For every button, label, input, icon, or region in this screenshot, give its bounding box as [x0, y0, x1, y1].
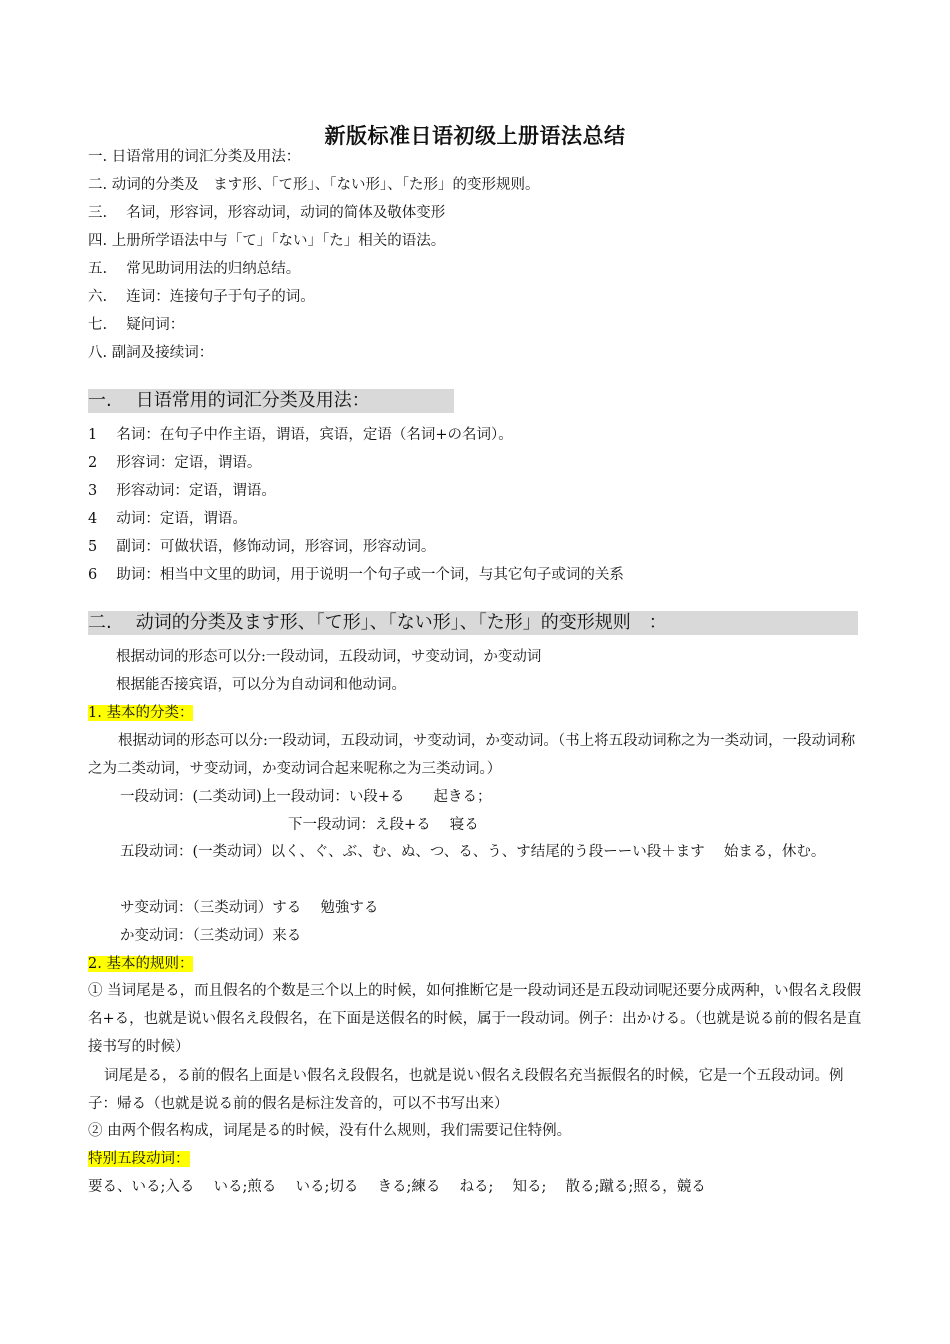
toc-item: 二. 动词的分类及 ます形、「て形」、「ない形」、「た形」的变形规则。: [88, 177, 540, 193]
section-2-heading: [88, 611, 858, 635]
toc-item: 六. 连词：连接句子于句子的词。: [88, 289, 315, 305]
toc-item: 八. 副詞及接续词：: [88, 345, 214, 361]
section-1-title: 日语常用的词汇分类及用法：: [135, 390, 370, 411]
document-title: 新版标准日语初级上册语法总结: [324, 124, 626, 148]
rule-paragraph: 词尾是る，る前的假名上面是い假名え段假名，也就是说い假名え段假名充当振假名的时候，它是一个五段动词。例子：帰る（也就是说る前的假名是标注发音的，可以不书写出来）: [88, 1068, 844, 1112]
intro-paragraph: 根据动词的形态可以分:一段动词，五段动词，サ变动词，か变动词: [116, 649, 542, 665]
section-1-heading: [88, 389, 454, 413]
sahen-line: サ变动词：（三类动词）する 勉強する: [120, 900, 379, 916]
intro-paragraph: 根据能否接宾语，可以分为自动词和他动词。: [116, 677, 406, 693]
subsection-label: 2. 基本的规则：: [88, 956, 194, 972]
kahen-line: か变动词：（三类动词）来る: [120, 928, 302, 944]
word-class-item: 5 副词：可做状语，修饰动词，形容词，形容动词。: [88, 539, 436, 555]
section-2-number: 二.: [88, 612, 112, 633]
toc-item: 四. 上册所学语法中与「て」「ない」「た」相关的语法。: [88, 233, 446, 249]
word-class-item: 1 名词：在句子中作主语，谓语，宾语，定语（名词+の名词）。: [88, 427, 513, 443]
word-class-item: 6 助词：相当中文里的助词，用于说明一个句子或一个词，与其它句子或词的关系: [88, 567, 624, 583]
ichidan-line: 下一段动词：え段+る 寝る: [288, 817, 479, 833]
word-class-item: 2 形容词：定语，谓语。: [88, 455, 262, 471]
rule-paragraph: ① 当词尾是る，而且假名的个数是三个以上的时候，如何推断它是一段动词还是五段动词呢还要分成两种，い假名え段假名+る，也就是说い假名え段假名，在下面是送假名的时候，属于一段动词。例子：出かける。（也就是说る前的假名是直接书写的时候）: [88, 983, 862, 1055]
section-2-title: 动词的分类及ます形、「て形」、「ない形」、「た形」的变形规则 ：: [135, 612, 667, 633]
word-class-item: 3 形容动词：定语，谓语。: [88, 483, 276, 499]
toc-item: 五. 常见助词用法的归纳总结。: [88, 261, 301, 277]
word-class-item: 4 动词：定语，谓语。: [88, 511, 247, 527]
special-verb-list: 要る、いる;入る いる;煎る いる;切る きる;練る ねる; 知る; 散る;蹴る;照る，競る: [88, 1179, 706, 1195]
ichidan-line: 一段动词：(二类动词)上一段动词：い段+る 起きる；: [120, 789, 492, 805]
subsection-label: 1. 基本的分类：: [88, 705, 194, 721]
toc-item: 七. 疑问词：: [88, 317, 185, 333]
godan-paragraph: 五段动词：(一类动词）以く、ぐ、ぶ、む、ぬ、つ、る、う、す结尾的う段ーーい段＋ます 始まる，休む。: [120, 844, 826, 860]
toc-item: 一. 日语常用的词汇分类及用法：: [88, 149, 301, 165]
subsection-label: 特别五段动词：: [88, 1151, 190, 1167]
section-1-number: 一.: [88, 390, 112, 411]
toc-item: 三. 名词，形容词，形容动词，动词的简体及敬体变形: [88, 205, 446, 221]
classification-paragraph: 根据动词的形态可以分:一段动词，五段动词，サ变动词，か变动词。（书上将五段动词称之为一类动词，一段动词称之为二类动词，サ变动词，か变动词合起来呢称之为三类动词。）: [88, 733, 856, 777]
rule-paragraph: ② 由两个假名构成，词尾是る的时候，没有什么规则，我们需要记住特例。: [88, 1123, 572, 1139]
